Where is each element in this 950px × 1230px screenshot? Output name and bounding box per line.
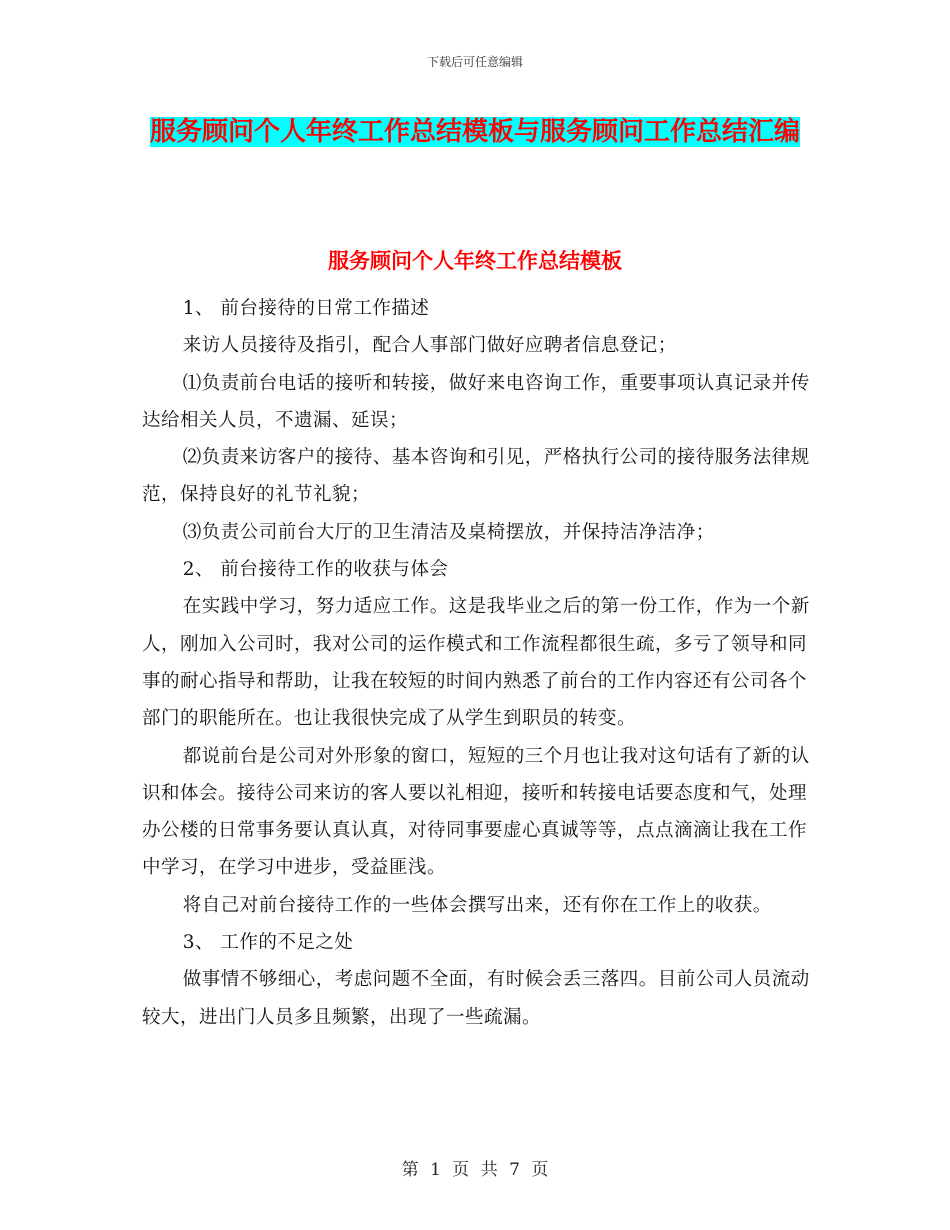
paragraph: 在实践中学习，努力适应工作。这是我毕业之后的第一份工作，作为一个新人，刚加入公司时，我对公司的运作模式和工作流程都很生疏，多亏了领导和同事的耐心指导和帮助，让我在较短的时间内熟悉了前台的工作内容还有公司各个部门的职能所在。也让我很快完成了从学生到职员的转变。 bbox=[142, 596, 810, 730]
document-body bbox=[142, 290, 810, 1036]
paragraph: 都说前台是公司对外形象的窗口，短短的三个月也让我对这句话有了新的认识和体会。接待公司来访的客人要以礼相迎，接听和转接电话要态度和气，处理办公楼的日常事务要认真认真，对待同事要虚心真诚等等，点点滴滴让我在工作中学习，在学习中进步，受益匪浅。 bbox=[142, 745, 810, 879]
section-title: 服务顾问个人年终工作总结模板 bbox=[328, 249, 622, 273]
paragraph: 将自己对前台接待工作的一些体会撰写出来，还有你在工作上的收获。 bbox=[182, 894, 772, 916]
document-title bbox=[140, 108, 810, 156]
page-header-note: 下载后可任意编辑 bbox=[426, 55, 523, 69]
paragraph: 3、 工作的不足之处 bbox=[182, 932, 354, 954]
paragraph: 2、 前台接待工作的收获与体会 bbox=[182, 559, 449, 581]
page-footer: 第 1 页 共 7 页 bbox=[401, 1160, 549, 1180]
paragraph: ⑶负责公司前台大厅的卫生清洁及桌椅摆放，并保持洁净洁净； bbox=[182, 521, 715, 543]
paragraph: 1、 前台接待的日常工作描述 bbox=[182, 298, 430, 319]
paragraph: 做事情不够细心，考虑问题不全面，有时候会丢三落四。目前公司人员流动较大，进出门人员多且频繁，出现了一些疏漏。 bbox=[142, 969, 810, 1028]
document-title-text: 服务顾问个人年终工作总结模板与服务顾问工作总结汇编 bbox=[149, 117, 800, 147]
paragraph: ⑵负责来访客户的接待、基本咨询和引见，严格执行公司的接待服务法律规范，保持良好的礼节礼貌； bbox=[142, 447, 810, 506]
paragraph: ⑴负责前台电话的接听和转接，做好来电咨询工作，重要事项认真记录并传达给相关人员，不遗漏、延误； bbox=[142, 372, 810, 431]
paragraph: 来访人员接待及指引，配合人事部门做好应聘者信息登记； bbox=[182, 335, 677, 357]
